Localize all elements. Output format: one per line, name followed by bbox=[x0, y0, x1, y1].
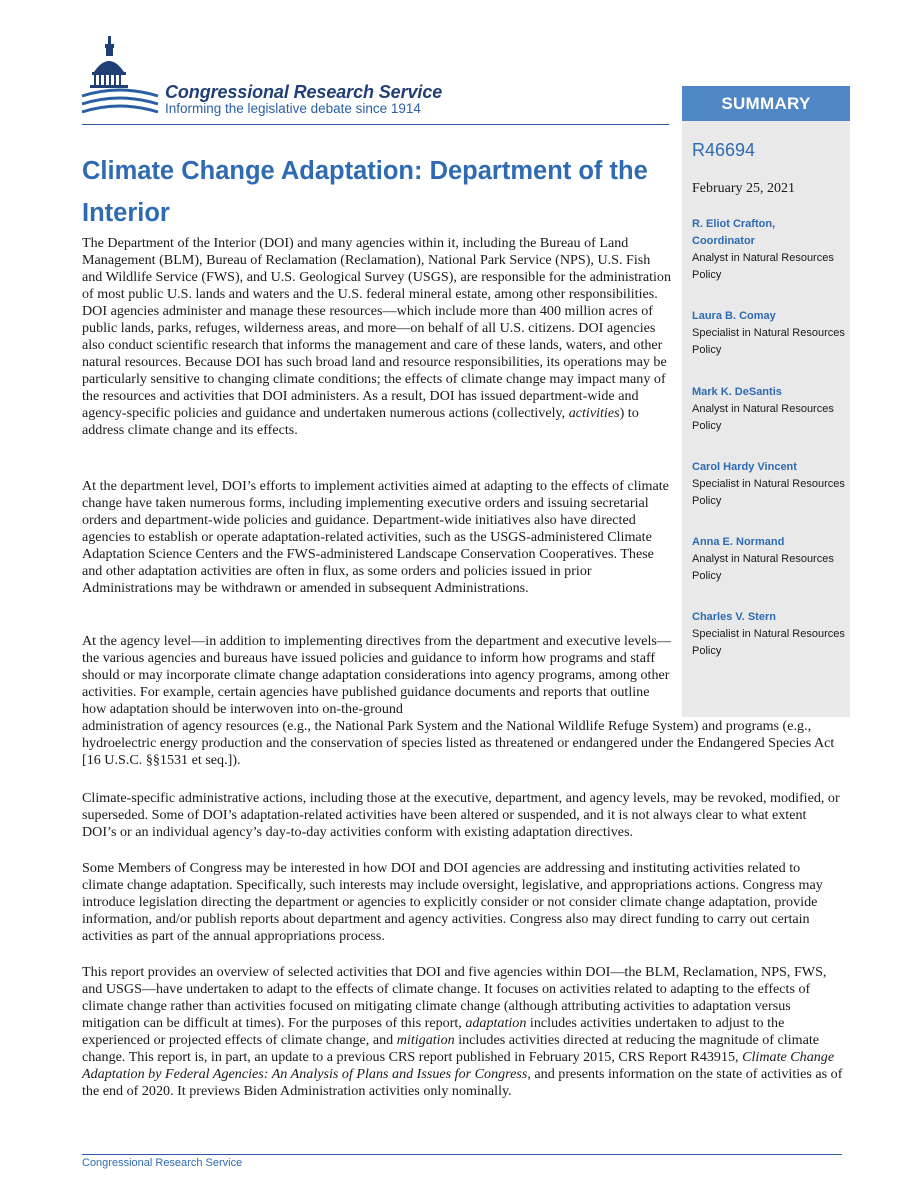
author-name: Anna E. Normand bbox=[692, 536, 785, 548]
author-title: Specialist in Natural Resources Policy bbox=[692, 628, 845, 657]
body-paragraph: The Department of the Interior (DOI) and many agencies within it, including the Bureau of Land Management (BLM), Bureau of Reclamation (Reclamation), National Park Service (NPS), U.S. Fish and Wildlife Service (FWS), and U.S. Geological Survey (USGS), are responsible for the administration of most public U.S. lands and waters and the U.S. federal mineral estate, among other responsibilities. DOI agencies administer and manage these resources—which include more than 400 million acres of public lands, parks, refuges, wilderness areas, and more—on behalf of all U.S. citizens. DOI agencies also conduct scientific research that informs the management and care of these lands, waters, and other natural resources. Because DOI has such broad land and resource responsibilities, its operations may be particularly sensitive to changing climate conditions; the effects of climate change may impact many of the resources and activities that DOI administers. As a result, DOI has issued department-wide and agency-specific policies and guidance and undertaken numerous actions (collectively, activities) to address climate change and its effects. bbox=[82, 235, 672, 438]
author-title: Specialist in Natural Resources Policy bbox=[692, 478, 845, 507]
body-paragraph: At the agency level—in addition to implementing directives from the department and executive levels—the various agencies and bureaus have issued policies and guidance to inform how programs and staff should or may incorporate climate change adaptation considerations into agency programs, among other activities. For example, certain agencies have published guidance documents and reports that outline how adaptation should be interwoven into on-the-ground bbox=[82, 633, 672, 717]
author-block bbox=[692, 459, 847, 510]
author-name: Mark K. DeSantis bbox=[692, 386, 782, 398]
author-role: Coordinator bbox=[692, 235, 755, 247]
org-tagline: Informing the legislative debate since 1914 bbox=[165, 101, 421, 116]
body-paragraph: At the department level, DOI’s efforts to implement activities aimed at adapting to the effects of climate change have taken numerous forms, including implementing executive orders and issuing secretarial orders and department-wide policies and guidance. Department-wide initiatives also have directed agencies to establish or operate adaptation-related activities, such as the USGS-administered Climate Adaptation Science Centers and the FWS-administered Landscape Conservation Cooperatives. These and other adaptation activities are often in flux, as some orders and policies issued in prior Administrations may be withdrawn or amended in subsequent Administrations. bbox=[82, 478, 669, 596]
author-name: Charles V. Stern bbox=[692, 611, 776, 623]
author-name: Laura B. Comay bbox=[692, 310, 776, 322]
author-name: Carol Hardy Vincent bbox=[692, 461, 797, 473]
report-number: R46694 bbox=[692, 140, 756, 160]
author-block bbox=[692, 384, 847, 435]
author-title: Analyst in Natural Resources Policy bbox=[692, 403, 834, 432]
org-name: Congressional Research Service bbox=[165, 82, 443, 102]
author-block bbox=[692, 308, 847, 359]
footer-divider bbox=[82, 1154, 842, 1155]
capitol-dome-icon bbox=[80, 34, 160, 126]
author-title: Analyst in Natural Resources Policy bbox=[692, 252, 834, 281]
body-paragraph: Climate-specific administrative actions, including those at the executive, department, and agency levels, may be revoked, modified, or superseded. Some of DOI’s adaptation-related activities have been altered or suspended, and it is not always clear to what extent DOI’s or an individual agency’s day-to-day activities conform with existing adaptation directives. bbox=[82, 790, 840, 840]
summary-banner: SUMMARY bbox=[682, 86, 850, 121]
body-paragraph-continued: administration of agency resources (e.g., the National Park System and the National Wildlife Refuge System) and programs (e.g., hydroelectric energy production and the conservation of species listed as threatened or endangered under the Endangered Species Act [16 U.S.C. §§1531 et seq.]). bbox=[82, 718, 835, 768]
author-block bbox=[692, 216, 847, 284]
body-paragraph: This report provides an overview of selected activities that DOI and five agencies within DOI—the BLM, Reclamation, NPS, FWS, and USGS—have undertaken to adapt to the effects of climate change. It focuses on activities related to adapting to the effects of climate change rather than activities focused on mitigating climate change (although attributing activities to adaptation versus mitigation can be difficult at times). For the purposes of this report, adaptation includes activities undertaken to adjust to the experienced or projected effects of climate change, and mitigation includes activities directed at reducing the magnitude of climate change. This report is, in part, an update to a previous CRS report published in February 2015, CRS Report R43915, Climate Change Adaptation by Federal Agencies: An Analysis of Plans and Issues for Congress, and presents information on the state of activities as of the end of 2020. It previews Biden Administration activities only nominally. bbox=[82, 964, 843, 1099]
author-block bbox=[692, 534, 847, 585]
author-title: Specialist in Natural Resources Policy bbox=[692, 327, 845, 356]
footer-text: Congressional Research Service bbox=[82, 1157, 243, 1169]
body-paragraph: Some Members of Congress may be interested in how DOI and DOI agencies are addressing and instituting activities related to climate change adaptation. Specifically, such interests may include oversight, legislative, and appropriations actions. Congress may introduce legislation directing the department or agencies to explicitly consider or not consider climate change adaptation, provide information, and/or publish reports about department and agency activities. Congress also may direct funding to carry out certain activities as part of the annual appropriations process. bbox=[82, 860, 823, 944]
author-block bbox=[692, 609, 847, 660]
header-divider bbox=[82, 124, 669, 125]
author-title: Analyst in Natural Resources Policy bbox=[692, 553, 834, 582]
author-name: R. Eliot Crafton, bbox=[692, 218, 776, 230]
report-date: February 25, 2021 bbox=[692, 181, 796, 196]
crs-logo bbox=[80, 34, 475, 126]
report-title: Climate Change Adaptation: Department of the Interior bbox=[82, 157, 648, 227]
